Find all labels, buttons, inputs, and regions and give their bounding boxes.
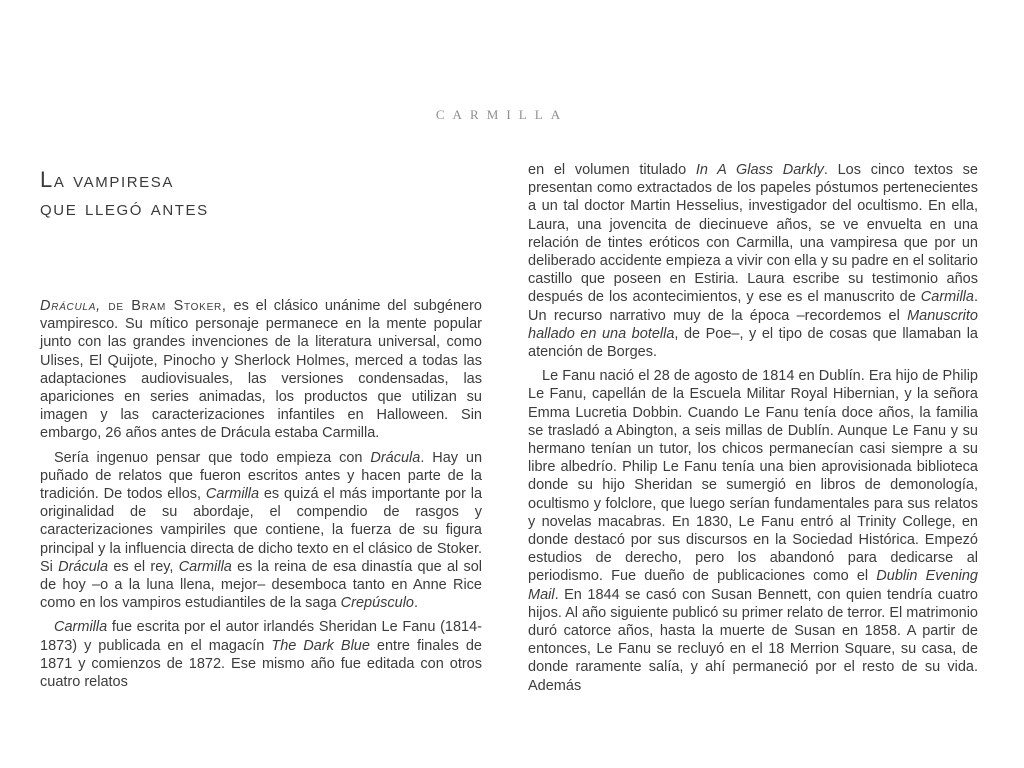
paragraph (528, 161, 978, 361)
text-segment: Carmilla (54, 619, 108, 636)
paragraph (40, 449, 482, 613)
text-segment: de Bram Stoker, (100, 298, 227, 314)
text-segment: Manuscrito hallado en una botella (528, 307, 978, 342)
text-segment: es el clásico unánime del subgénero vampiresco. Su mítico personaje permanece en la mente popular junto con las grandes invenciones de la literatura universal, como Ulises, El Quijote, Pinocho y Sherlock Holmes, merced a todas las adaptaciones audiovisuales, las versiones condensadas, las apariciones en series animadas, los productos que utilizan su imagen y las caracterizaciones infantiles en Halloween. Sin embargo, 26 años antes de Drácula estaba Carmilla. (40, 298, 482, 442)
running-header-title: CARMILLA (435, 107, 569, 122)
chapter-title (40, 166, 482, 222)
text-segment: . En 1844 se casó con Susan Bennett, con quien tendría cuatro hijos. Al año siguiente publicó su primer relato de terror. El matrimonio duró catorce años, hasta la muerte de Susan en 1858. A partir de entonces, Le Fanu se recluyó en el 18 Merrion Square, su casa, de donde raramente salía, y ahí permaneció por el resto de su vida. Además (528, 586, 978, 694)
text-segment: . Un recurso narrativo muy de la época –recordemos el (528, 289, 978, 324)
chapter-title-line-1: La vampiresa (40, 167, 174, 192)
text-segment: en el volumen titulado (528, 162, 696, 178)
text-segment: Drácula (370, 449, 421, 466)
paragraph (40, 297, 482, 443)
text-segment: entre finales de 1871 y comienzos de 1872. Ese mismo año fue editada con otros cuatro relatos (40, 637, 482, 691)
text-segment: Sería ingenuo pensar que todo empieza con (54, 449, 371, 466)
paragraph (528, 367, 978, 695)
text-segment: . Los cinco textos se presentan como extractados de los papeles póstumos pertenecientes a un tal doctor Martin Hesselius, investigador del ocultismo. En ella, Laura, una jovencita de diecinueve años, se ve envuelta en una relación de tintes eróticos con Carmilla, una vampiresa que por un deliberado accidente empieza a vivir con ella y su padre en el solitario castillo que poseen en Estiria. Laura escribe su testimonio años después de los acontecimientos, y ese es el manuscrito de (528, 162, 978, 306)
right-column (528, 161, 978, 701)
text-segment: fue escrita por el autor irlandés Sheridan Le Fanu (1814-1873) y publicada en el magacín (40, 619, 482, 654)
text-segment: . Hay un puñado de relatos que fueron escritos antes y hacen parte de la tradición. De todos ellos, (40, 449, 483, 503)
text-segment: The Dark Blue (271, 637, 370, 654)
text-segment: Carmilla (178, 558, 232, 575)
text-segment: . (413, 595, 419, 612)
left-column-body (40, 297, 482, 691)
text-segment: Drácula (58, 558, 109, 575)
text-segment: Carmilla (205, 486, 260, 503)
text-segment: Le Fanu nació el 28 de agosto de 1814 en Dublín. Era hijo de Philip Le Fanu, capellán de la Escuela Militar Royal Hibernian, y la señora Emma Lucretia Dobbin. Cuando Le Fanu tenía doce años, la familia se trasladó a Abington, a seis millas de Dublín. Aunque Le Fanu y su hermano tenían un tutor, los chicos permanecían casi siempre a su libre albedrío. Philip Le Fanu tenía una bien aprovisionada biblioteca donde su hijo Sheridan se sumergió en libros de demonología, ocultismo y folclore, que luego serían fundamentales para sus relatos y novelas macabras. En 1830, Le Fanu entró al Trinity College, en donde destacó por sus discursos en la Sociedad Histórica. Empezó estudios de derecho, pero los abandonó para dedicarse al periodismo. Fue dueño de publicaciones como el (528, 368, 978, 585)
paragraph (40, 618, 482, 691)
text-segment: Dublin Evening Mail (528, 568, 978, 603)
left-column (40, 166, 482, 697)
text-segment: In A Glass Darkly (695, 162, 824, 178)
text-segment: Carmilla (920, 289, 974, 306)
text-segment: Drácula, (40, 298, 101, 314)
chapter-title-line-2: que llegó antes (40, 195, 209, 220)
text-segment: es el rey, (108, 558, 179, 575)
right-column-body (528, 161, 978, 695)
text-segment: Crepúsculo (340, 595, 414, 612)
text-segment: es la reina de esa dinastía que al sol de hoy –o a la luna llena, mejor– desemboca tanto en Anne Rice como en los vampiros estudiantiles de la saga (40, 558, 483, 612)
text-segment: , de Poe–, y el tipo de cosas que llamaban la atención de Borges. (528, 325, 978, 361)
text-segment: es quizá el más importante por la originalidad de su abordaje, el compendio de rasgos y caracterizaciones vampiriles que contiene, la fuerza de su figura principal y la influencia directa de dicho texto en el clásico de Stoker. Si (40, 486, 483, 575)
